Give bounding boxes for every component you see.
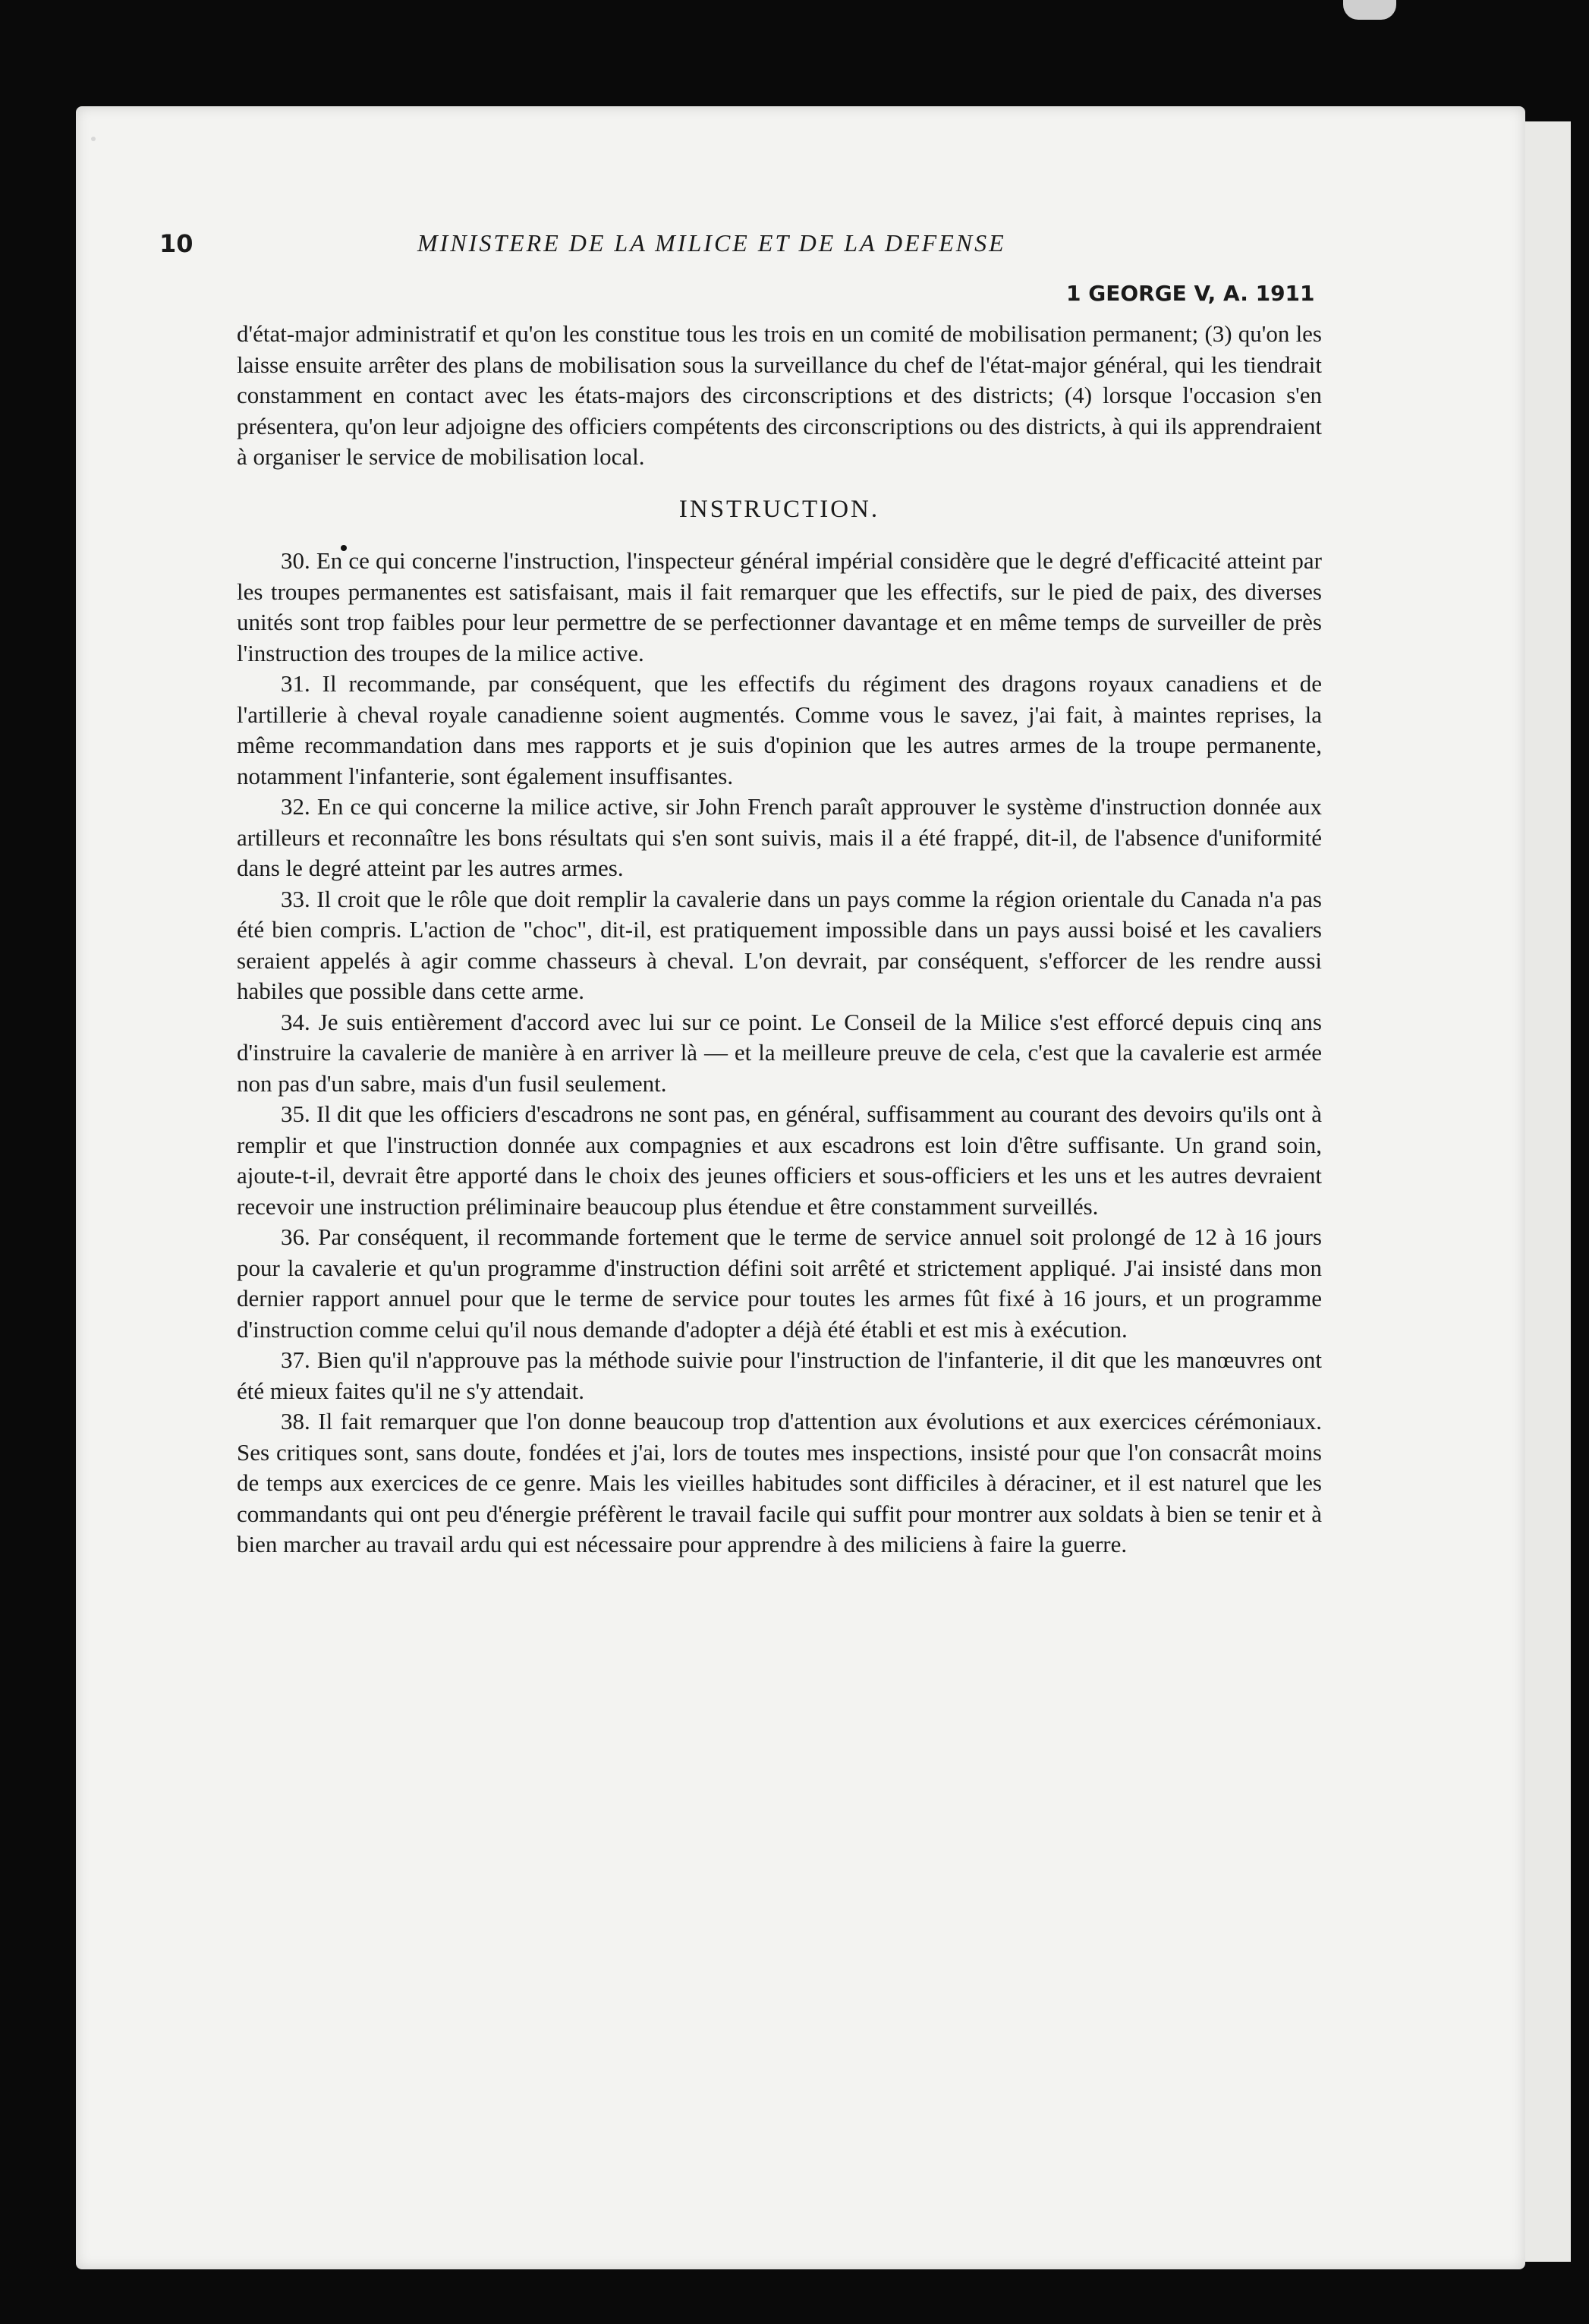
paragraph-36: 36. Par conséquent, il recommande fortement que le terme de service annuel soit prolongé de 12 à 16 jours pour la cavalerie et qu'un programme d'instruction défini soit arrêté et strictement appliqué. J'ai insisté dans mon dernier rapport annuel pour que le terme de service pour toutes les armes fût fixé à 16 jours, et un programme d'instruction comme celui qu'il nous demande d'adopter a déjà été établi et est mis à exécution.: [237, 1223, 1322, 1343]
section-heading: INSTRUCTION.: [678, 495, 880, 523]
opening-paragraph: d'état-major administratif et qu'on les constitue tous les trois en un comité de mobilisation permanent; (3) qu'on les laisse ensuite arrêter des plans de mobilisation sous la surveillance du chef de l'état-major général, qui les tiendrait constamment en contact avec les états-majors des circonscriptions et des districts; (4) lorsque l'occasion s'en présentera, qu'on leur adjoigne des officiers compétents des circonscriptions ou des districts, à qui ils apprendraient à organiser le service de mobilisation local.: [237, 320, 1322, 470]
body-text: [237, 319, 1322, 1560]
scan-artifact: [1343, 0, 1396, 20]
paragraph-30: 30. En ce qui concerne l'instruction, l'inspecteur général impérial considère que le degré d'efficacité atteint par les troupes permanentes est satisfaisant, mais il fait remarquer que les effectifs, sur le pied de paix, des diverses unités sont trop faibles pour leur permettre de se perfectionner davantage et en même temps de surveiller de près l'instruction des troupes de la milice active.: [237, 547, 1322, 666]
paragraph-31: 31. Il recommande, par conséquent, que les effectifs du régiment des dragons royaux canadiens et de l'artillerie à cheval royale canadienne soient augmentés. Comme vous le savez, j'ai fait, à maintes reprises, la même recommandation dans mes rapports et je suis d'opinion que les autres armes de la troupe permanente, notamment l'infanterie, sont également insuffisantes.: [237, 670, 1322, 789]
paragraph-33: 33. Il croit que le rôle que doit remplir la cavalerie dans un pays comme la région orientale du Canada n'a pas été bien compris. L'action de "choc", dit-il, est pratiquement impossible dans un pays aussi boisé et les cavaliers seraient appelés à agir comme chasseurs à cheval. L'on devrait, par conséquent, s'efforcer de les rendre aussi habiles que possible dans cette arme.: [237, 885, 1322, 1004]
page-number: 10: [159, 229, 194, 258]
paragraph-32: 32. En ce qui concerne la milice active, sir John French paraît approuver le système d'instruction donnée aux artilleurs et reconnaître les bons résultats qui s'en sont suivis, mais il a été frappé, dit-il, de l'absence d'uniformité dans le degré atteint par les autres armes.: [237, 793, 1322, 881]
page-header: [159, 229, 1328, 266]
session-mark: 1 GEORGE V, A. 1911: [1066, 281, 1315, 306]
scan-speck: [91, 137, 96, 141]
paragraph-37: 37. Bien qu'il n'approuve pas la méthode suivie pour l'instruction de l'infanterie, il dit que les manœuvres ont été mieux faites qu'il ne s'y attendait.: [237, 1346, 1322, 1404]
paragraph-38: 38. Il fait remarquer que l'on donne beaucoup trop d'attention aux évolutions et aux exercices cérémoniaux. Ses critiques sont, sans doute, fondées et j'ai, lors de toutes mes inspections, insisté pour que l'on consacrât moins de temps aux exercices de ce genre. Mais les vieilles habitudes sont difficiles à déraciner, et il est naturel que les commandants qui ont peu d'énergie préfèrent le travail facile qui suffit pour montrer aux soldats à bien se tenir et à bien marcher au travail ardu qui est nécessaire pour apprendre à des miliciens à faire la guerre.: [237, 1408, 1322, 1557]
paragraph-34: 34. Je suis entièrement d'accord avec lui sur ce point. Le Conseil de la Milice s'est efforcé depuis cinq ans d'instruire la cavalerie de manière à en arriver là — et la meilleure preuve de cela, c'est que la cavalerie est armée non pas d'un sabre, mais d'un fusil seulement.: [237, 1008, 1322, 1097]
running-title: MINISTERE DE LA MILICE ET DE LA DEFENSE: [417, 229, 1006, 257]
paragraph-35: 35. Il dit que les officiers d'escadrons ne sont pas, en général, suffisamment au courant des devoirs qu'ils ont à remplir et que l'instruction donnée aux compagnies et aux escadrons est loin d'être suffisante. Un grand soin, ajoute-t-il, devrait être apporté dans le choix des jeunes officiers et sous-officiers et les uns et les autres devraient recevoir une instruction préliminaire beaucoup plus étendue et être constamment surveillés.: [237, 1101, 1322, 1220]
